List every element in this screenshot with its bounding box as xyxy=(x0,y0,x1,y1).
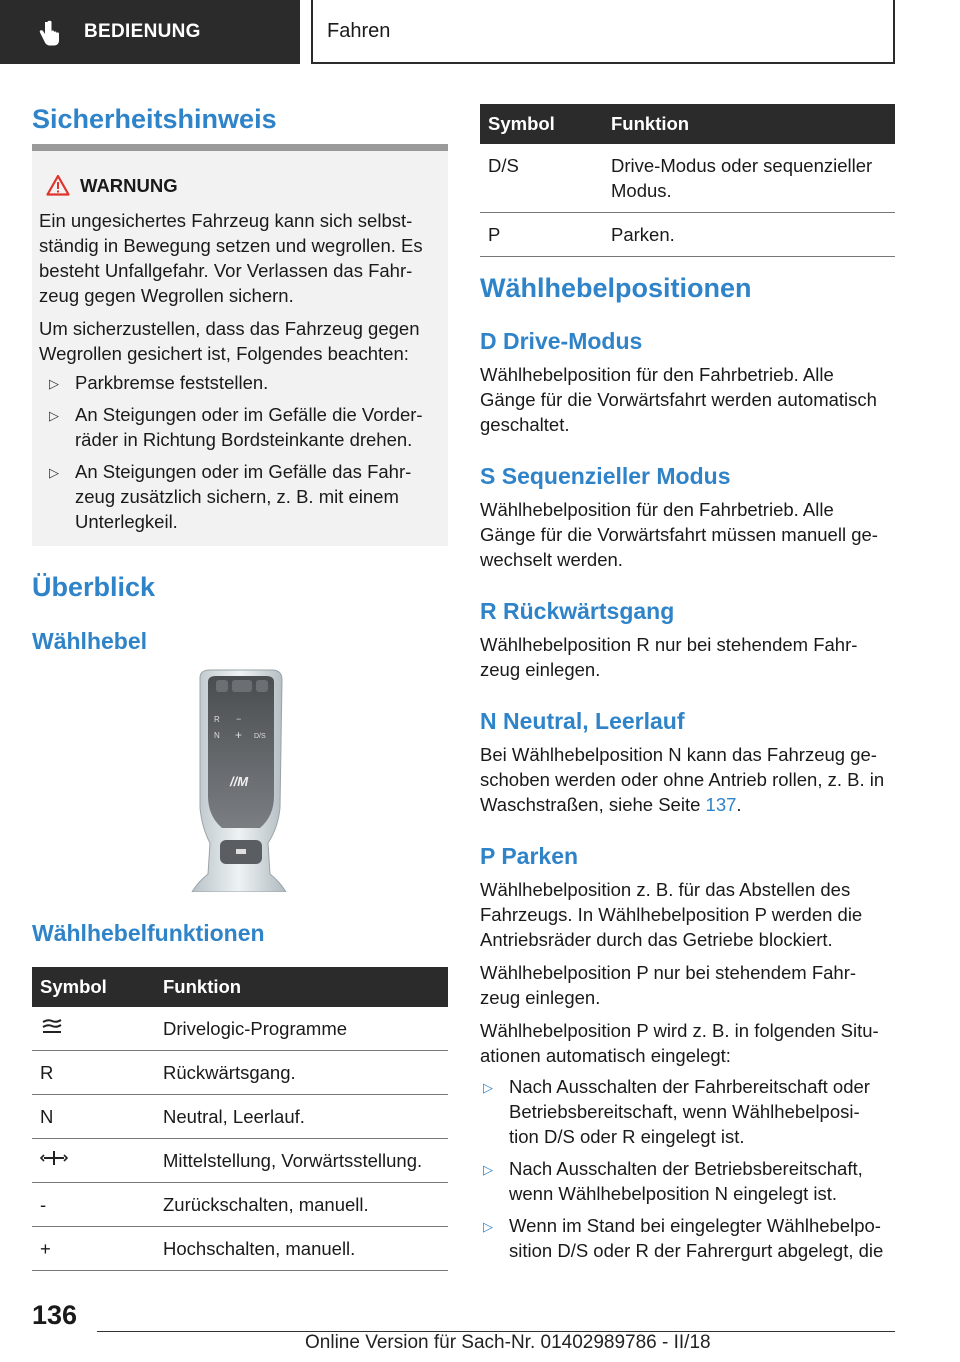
warning-triangle-icon xyxy=(46,174,70,196)
table-cell-symbol xyxy=(32,1007,155,1051)
table-header-symbol: Symbol xyxy=(480,104,603,144)
table-cell-function: Zurückschalten, manuell. xyxy=(155,1183,448,1227)
table-cell-function: Mittelstellung, Vorwärtsstellung. xyxy=(155,1139,448,1183)
park-text-3: Wählhebelposition P wird z. B. in folgenden Situ- ationen automatisch eingelegt: xyxy=(480,1020,879,1066)
svg-text://M: //M xyxy=(230,774,249,789)
section-tab xyxy=(0,0,300,64)
selector-title: Wählhebel xyxy=(32,628,148,654)
section-label: BEDIENUNG xyxy=(84,21,201,42)
overview-title: Überblick xyxy=(32,572,156,602)
table-row xyxy=(32,1051,448,1095)
table-cell-symbol: P xyxy=(480,213,603,257)
warning-bullet-1: Parkbremse feststellen. xyxy=(75,372,269,393)
neutral-text: Bei Wählhebelposition N kann das Fahrzeug ge- schoben werden oder ohne Antrieb rollen, z. B. in Waschstraßen, siehe Seite 137. xyxy=(480,744,885,815)
table-row xyxy=(32,1007,448,1051)
table-row xyxy=(32,1095,448,1139)
sequential-mode-title: S Sequenzieller Modus xyxy=(480,463,731,489)
chapter-tab xyxy=(311,0,895,64)
warning-text-2: Um sicherzustellen, dass das Fahrzeug gegen Wegrollen gesichert ist, Folgendes beachten: xyxy=(39,318,420,364)
table-row xyxy=(32,1183,448,1227)
table-cell-symbol: + xyxy=(32,1227,155,1271)
svg-text:−: − xyxy=(236,714,242,724)
table-cell-symbol: N xyxy=(32,1095,155,1139)
svg-text:R: R xyxy=(214,715,220,724)
safety-title: Sicherheitshinweis xyxy=(32,104,277,134)
table-cell-symbol: - xyxy=(32,1183,155,1227)
park-bullet-2: Nach Ausschalten der Betriebsbereitschaft, wenn Wählhebelposition N eingelegt ist. xyxy=(509,1158,863,1204)
park-title: P Parken xyxy=(480,843,579,869)
table-cell-symbol xyxy=(32,1139,155,1183)
drivelogic-icon xyxy=(40,1017,64,1035)
gear-selector-illustration xyxy=(190,668,290,892)
table-header-row xyxy=(480,104,895,144)
bullet-triangle-icon: ▷ xyxy=(49,465,59,480)
table-cell-function: Neutral, Leerlauf. xyxy=(155,1095,448,1139)
warning-heading xyxy=(46,174,246,198)
page-link[interactable]: 137 xyxy=(705,794,737,815)
table-cell-symbol: D/S xyxy=(480,144,603,213)
bullet-triangle-icon: ▷ xyxy=(483,1219,493,1234)
functions-title: Wählhebelfunktionen xyxy=(32,920,265,946)
warning-label: WARNUNG xyxy=(80,175,178,196)
neutral-title: N Neutral, Leerlauf xyxy=(480,708,685,734)
warning-bullet-3: An Steigungen oder im Gefälle das Fahr- zeug zusätzlich sichern, z. B. mit einem Unterlegkeil. xyxy=(75,461,412,532)
park-bullet-1: Nach Ausschalten der Fahrbereitschaft oder Betriebsbereitschaft, wenn Wählhebelposi- tion D/S oder R eingelegt ist. xyxy=(509,1076,870,1147)
table-row xyxy=(32,1227,448,1271)
table-row xyxy=(32,1139,448,1183)
table-cell-symbol: R xyxy=(32,1051,155,1095)
table-row xyxy=(480,213,895,257)
drive-mode-text: Wählhebelposition für den Fahrbetrieb. Alle Gänge für die Vorwärtsfahrt werden automatisch geschaltet. xyxy=(480,364,877,435)
bullet-triangle-icon: ▷ xyxy=(483,1162,493,1177)
park-text-2: Wählhebelposition P nur bei stehendem Fahr- zeug einlegen. xyxy=(480,962,857,1008)
functions-table xyxy=(32,967,448,1271)
page-number: 136 xyxy=(32,1300,78,1330)
svg-text:D/S: D/S xyxy=(254,733,266,740)
park-bullet-3: Wenn im Stand bei eingelegter Wählhebelpo- sition D/S oder R der Fahrergurt abgelegt, die xyxy=(509,1215,884,1261)
table-cell-function: Drivelogic-Programme xyxy=(155,1007,448,1051)
positions-table xyxy=(480,104,895,257)
bullet-triangle-icon: ▷ xyxy=(483,1080,493,1095)
reverse-title: R Rückwärtsgang xyxy=(480,598,675,624)
table-cell-function: Parken. xyxy=(603,213,895,257)
table-cell-function: Drive-Modus oder sequenzieller Modus. xyxy=(603,144,895,213)
table-cell-function: Hochschalten, manuell. xyxy=(155,1227,448,1271)
table-cell-function: Rückwärtsgang. xyxy=(155,1051,448,1095)
park-text-1: Wählhebelposition z. B. für das Abstellen des Fahrzeugs. In Wählhebelposition P werden die Antriebsräder durch das Getriebe blockiert. xyxy=(480,879,863,950)
hand-pointer-icon xyxy=(36,20,62,48)
svg-text:N: N xyxy=(214,731,220,740)
table-header-symbol: Symbol xyxy=(32,967,155,1007)
bullet-triangle-icon: ▷ xyxy=(49,376,59,391)
center-position-icon xyxy=(40,1149,68,1167)
warning-bullet-2: An Steigungen oder im Gefälle die Vorder- räder in Richtung Bordsteinkante drehen. xyxy=(75,404,423,450)
table-header-function: Funktion xyxy=(603,104,895,144)
warning-text-1: Ein ungesichertes Fahrzeug kann sich selbst- ständig in Bewegung setzen und wegrollen. Es besteht Unfallgefahr. Vor Verlassen das Fahr- zeug gegen Wegrollen sichern. xyxy=(39,210,423,306)
chapter-label: Fahren xyxy=(327,20,391,42)
reverse-text: Wählhebelposition R nur bei stehendem Fahr- zeug einlegen. xyxy=(480,634,858,680)
positions-title: Wählhebelpositionen xyxy=(480,273,752,303)
table-row xyxy=(480,144,895,213)
table-header-function: Funktion xyxy=(155,967,448,1007)
svg-text:+: + xyxy=(235,728,243,742)
table-header-row xyxy=(32,967,448,1007)
bullet-triangle-icon: ▷ xyxy=(49,408,59,423)
drive-mode-title: D Drive-Modus xyxy=(480,328,643,354)
sequential-mode-text: Wählhebelposition für den Fahrbetrieb. Alle Gänge für die Vorwärtsfahrt müssen manuell ge- wechselt werden. xyxy=(480,499,878,570)
footer-online-version: Online Version für Sach-Nr. 01402989786 - II/18 xyxy=(305,1332,711,1353)
